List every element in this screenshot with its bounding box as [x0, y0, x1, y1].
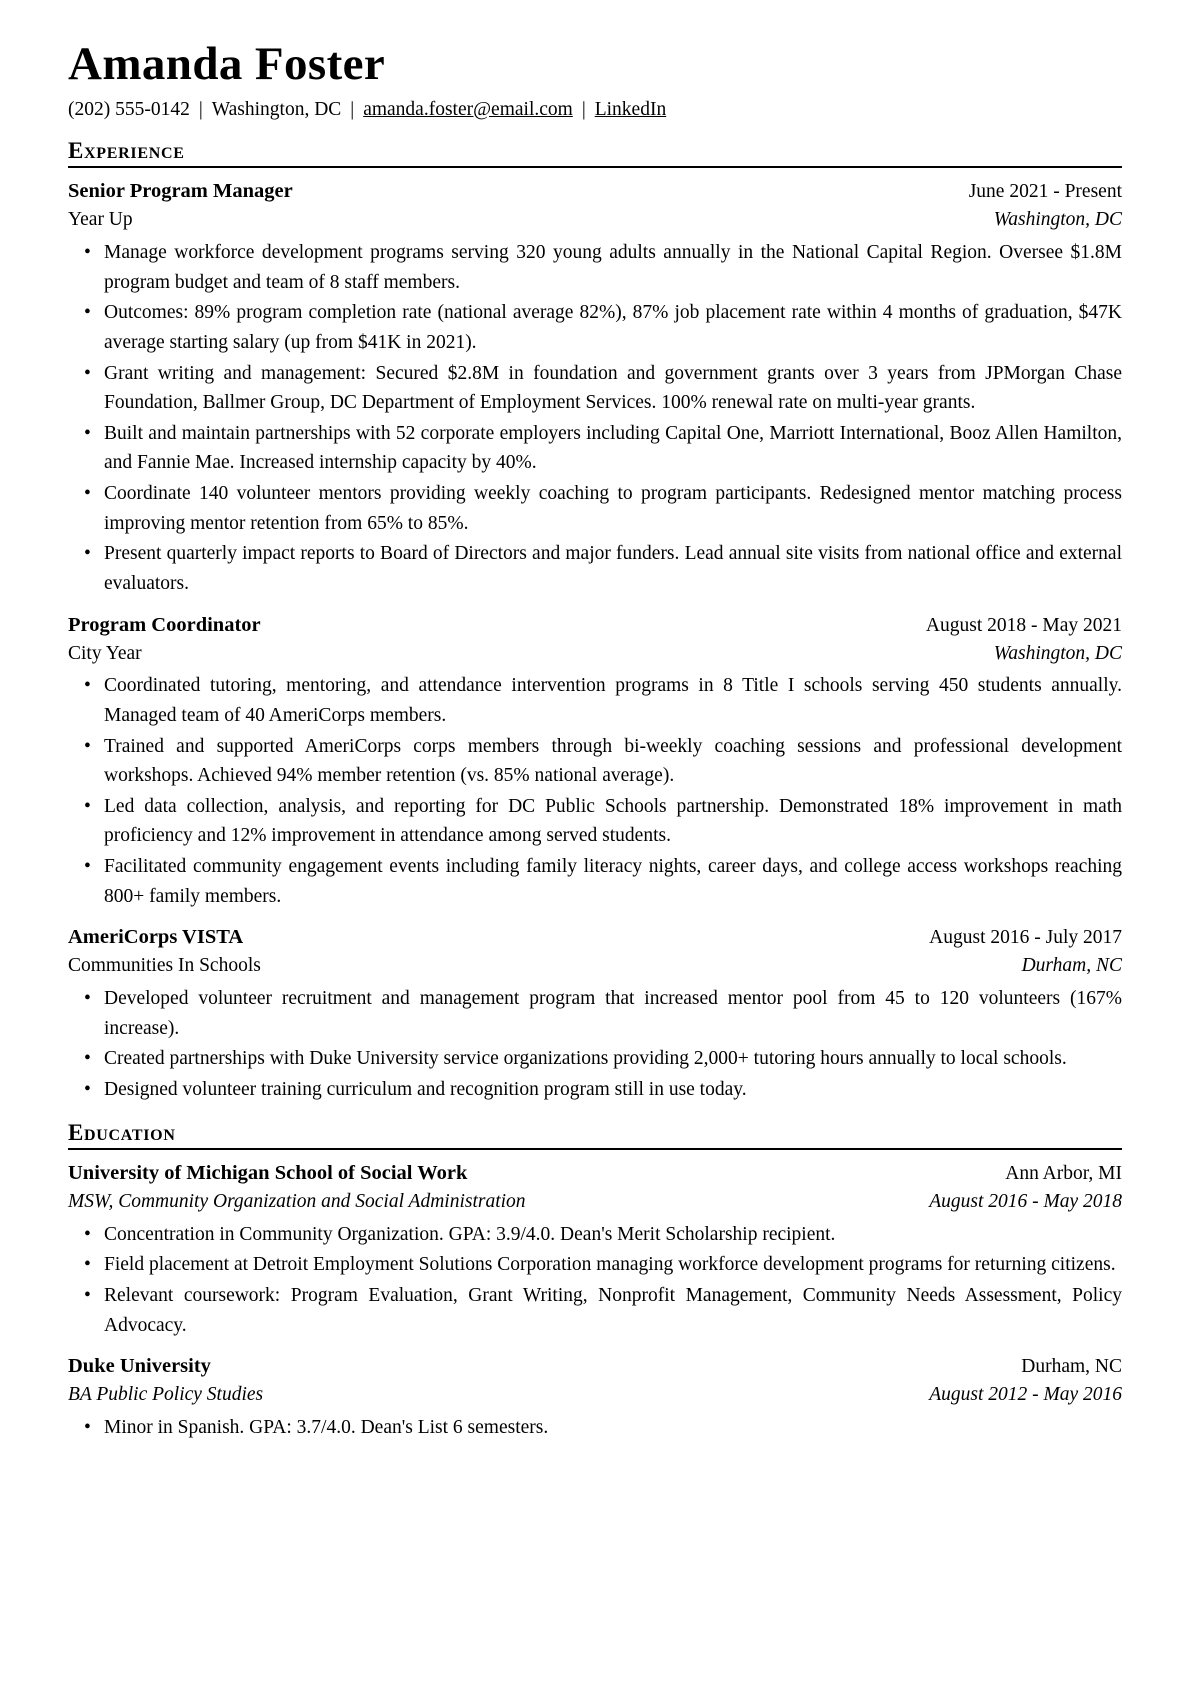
job-title: Senior Program Manager	[68, 180, 293, 203]
section-title-education: Education	[68, 1119, 176, 1145]
candidate-name: Amanda Foster	[68, 38, 386, 90]
email-link[interactable]: amanda.foster@email.com	[363, 98, 573, 120]
list-item: • Developed volunteer recruitment and management program that increased mentor pool from 45 to 120 volunteers (167% increase).	[68, 984, 1122, 1043]
list-item: • Built and maintain partnerships with 52 corporate employers including Capital One, Marriott International, Booz Allen Hamilton, and Fannie Mae. Increased internship capacity by 40%.	[68, 419, 1122, 478]
education-bullet-list	[68, 1220, 1122, 1341]
list-item: • Manage workforce development programs serving 320 young adults annually in the National Capital Region. Oversee $1.8M program budget and team of 8 staff members.	[68, 238, 1122, 297]
list-item: • Present quarterly impact reports to Board of Directors and major funders. Lead annual site visits from national office and external evaluators.	[68, 539, 1122, 598]
entry-title-row	[68, 177, 1122, 206]
list-item: • Designed volunteer training curriculum and recognition program still in use today.	[68, 1075, 1122, 1105]
section-title-experience: Experience	[68, 137, 185, 163]
entry-org-row	[68, 206, 1122, 234]
degree-name: MSW, Community Organization and Social Administration	[68, 1191, 526, 1213]
experience-entry	[68, 611, 1122, 912]
school-location: Durham, NC	[1021, 1356, 1122, 1378]
school-dates: August 2016 - May 2018	[929, 1191, 1122, 1213]
employer-name: Communities In Schools	[68, 955, 261, 977]
list-item: • Relevant coursework: Program Evaluation, Grant Writing, Nonprofit Management, Community Needs Assessment, Policy Advocacy.	[68, 1281, 1122, 1340]
resume-header	[68, 38, 1122, 123]
job-dates: August 2018 - May 2021	[925, 614, 1122, 636]
section-experience	[68, 138, 1122, 1105]
entry-title-row	[68, 923, 1122, 952]
entry-title-row	[68, 1159, 1122, 1188]
list-item: • Coordinate 140 volunteer mentors providing weekly coaching to program participants. Redesigned mentor matching process improving mentor retention from 65% to 85%.	[68, 479, 1122, 538]
entry-degree-row	[68, 1381, 1122, 1409]
job-location: Washington, DC	[993, 642, 1122, 664]
phone-number: (202) 555-0142	[68, 98, 190, 120]
list-item: • Minor in Spanish. GPA: 3.7/4.0. Dean's List 6 semesters.	[68, 1413, 1122, 1443]
list-item: • Led data collection, analysis, and reporting for DC Public Schools partnership. Demonstrated 18% improvement in math proficiency and 12% improvement in attendance among served students.	[68, 792, 1122, 851]
contact-separator: |	[350, 98, 355, 120]
list-item: • Facilitated community engagement events including family literacy nights, career days, and college access workshops reaching 800+ family members.	[68, 852, 1122, 911]
school-name: Duke University	[68, 1355, 211, 1378]
school-dates: August 2012 - May 2016	[929, 1384, 1122, 1406]
experience-entry	[68, 923, 1122, 1104]
entry-degree-row	[68, 1188, 1122, 1216]
entry-org-row	[68, 952, 1122, 980]
job-bullet-list	[68, 238, 1122, 599]
linkedin-link[interactable]: LinkedIn	[594, 98, 667, 120]
job-bullet-list	[68, 984, 1122, 1105]
job-title: AmeriCorps VISTA	[68, 926, 244, 949]
entry-title-row	[68, 611, 1122, 640]
list-item: • Grant writing and management: Secured $2.8M in foundation and government grants over 3 years from JPMorgan Chase Foundation, Ballmer Group, DC Department of Employment Services. 100% renewal rate on multi-year grants.	[68, 359, 1122, 418]
education-entry	[68, 1352, 1122, 1442]
education-bullet-list	[68, 1413, 1122, 1443]
entry-title-row	[68, 1352, 1122, 1381]
entry-org-row	[68, 640, 1122, 668]
contact-line	[68, 97, 1122, 123]
list-item: • Trained and supported AmeriCorps corps members through bi-weekly coaching sessions and professional development workshops. Achieved 94% member retention (vs. 85% national average).	[68, 732, 1122, 791]
job-location: Durham, NC	[1021, 955, 1122, 977]
education-entry	[68, 1159, 1122, 1340]
location-text: Washington, DC	[211, 98, 342, 120]
list-item: • Outcomes: 89% program completion rate (national average 82%), 87% job placement rate within 4 months of graduation, $47K average starting salary (up from $41K in 2021).	[68, 298, 1122, 357]
list-item: • Field placement at Detroit Employment Solutions Corporation managing workforce development programs for returning citizens.	[68, 1250, 1122, 1280]
job-title: Program Coordinator	[68, 613, 261, 636]
section-divider	[68, 166, 1122, 168]
degree-name: BA Public Policy Studies	[68, 1384, 264, 1406]
employer-name: City Year	[68, 642, 142, 664]
section-education	[68, 1120, 1122, 1443]
job-bullet-list	[68, 671, 1122, 911]
contact-separator: |	[198, 98, 203, 120]
section-divider	[68, 1148, 1122, 1150]
employer-name: Year Up	[68, 209, 133, 231]
list-item: • Concentration in Community Organization. GPA: 3.9/4.0. Dean's Merit Scholarship recipient.	[68, 1220, 1122, 1250]
job-dates: June 2021 - Present	[968, 181, 1122, 203]
list-item: • Created partnerships with Duke University service organizations providing 2,000+ tutoring hours annually to local schools.	[68, 1044, 1122, 1074]
list-item: • Coordinated tutoring, mentoring, and attendance intervention programs in 8 Title I schools serving 450 students annually. Managed team of 40 AmeriCorps members.	[68, 671, 1122, 730]
school-location: Ann Arbor, MI	[1005, 1162, 1122, 1184]
experience-entry	[68, 177, 1122, 598]
contact-separator: |	[581, 98, 586, 120]
job-dates: August 2016 - July 2017	[929, 927, 1122, 949]
job-location: Washington, DC	[993, 209, 1122, 231]
school-name: University of Michigan School of Social Work	[68, 1161, 468, 1184]
